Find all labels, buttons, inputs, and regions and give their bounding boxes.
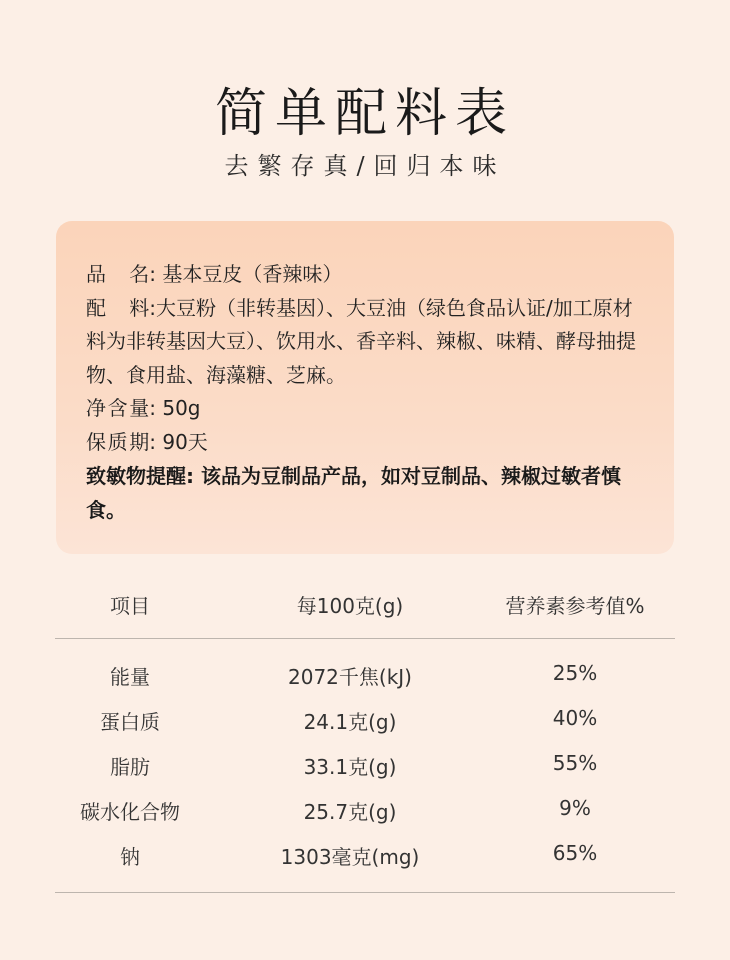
row-item: 碳水化合物 <box>80 800 180 824</box>
ingredients-label: 配 料: <box>86 295 156 320</box>
allergy-value: 该品为豆制品产品，如对豆制品、辣椒过敏者慎食。 <box>86 464 621 522</box>
net-weight-line <box>86 392 646 426</box>
row-nrv: 9% <box>559 796 591 820</box>
ingredients-line <box>86 292 646 393</box>
row-item: 脂肪 <box>110 755 150 779</box>
header-nrv: 营养素参考值% <box>505 594 645 618</box>
table-row <box>55 661 675 691</box>
product-info-card <box>56 221 674 554</box>
table-row <box>55 751 675 781</box>
ingredients-value: 大豆粉（非转基因）、大豆油（绿色食品认证/加工原材料为非转基因大豆）、饮用水、香辛料、辣椒、味精、酵母抽提物、食用盐、海藻糖、芝麻。 <box>86 295 636 387</box>
row-item: 蛋白质 <box>100 710 160 734</box>
header-item: 项目 <box>110 594 150 618</box>
allergy-warning <box>86 459 646 527</box>
product-name-value: 基本豆皮（香辣味） <box>162 262 343 286</box>
header-per100: 每100克(g) <box>296 594 404 618</box>
row-per100: 1303毫克(mg) <box>280 845 420 869</box>
row-per100: 24.1克(g) <box>303 710 397 734</box>
table-divider-top <box>55 638 675 639</box>
row-per100: 2072千焦(kJ) <box>288 665 412 689</box>
page-subtitle: 去繁存真/回归本味 <box>224 152 506 180</box>
row-nrv: 25% <box>552 661 598 685</box>
table-row <box>55 706 675 736</box>
net-weight-label: 净 含 量: <box>86 396 156 420</box>
net-weight-value: 50g <box>162 396 201 420</box>
table-row <box>55 796 675 826</box>
allergy-label: 致敏物提醒: <box>86 464 194 488</box>
shelf-life-line <box>86 426 646 460</box>
table-divider-bottom <box>55 892 675 893</box>
row-item: 能量 <box>110 665 150 689</box>
shelf-life-value: 90天 <box>162 429 208 454</box>
row-item: 钠 <box>120 845 140 869</box>
nutrition-table-header <box>55 590 675 624</box>
row-per100: 25.7克(g) <box>303 800 397 824</box>
shelf-life-label: 保 质 期: <box>86 429 156 454</box>
row-per100: 33.1克(g) <box>303 755 397 779</box>
row-nrv: 65% <box>552 841 598 865</box>
row-nrv: 40% <box>552 706 598 730</box>
product-name-label: 品 名: <box>86 262 156 286</box>
page-title: 简单配料表 <box>214 84 515 144</box>
row-nrv: 55% <box>552 751 598 775</box>
product-name-line <box>86 258 646 292</box>
table-row <box>55 841 675 871</box>
